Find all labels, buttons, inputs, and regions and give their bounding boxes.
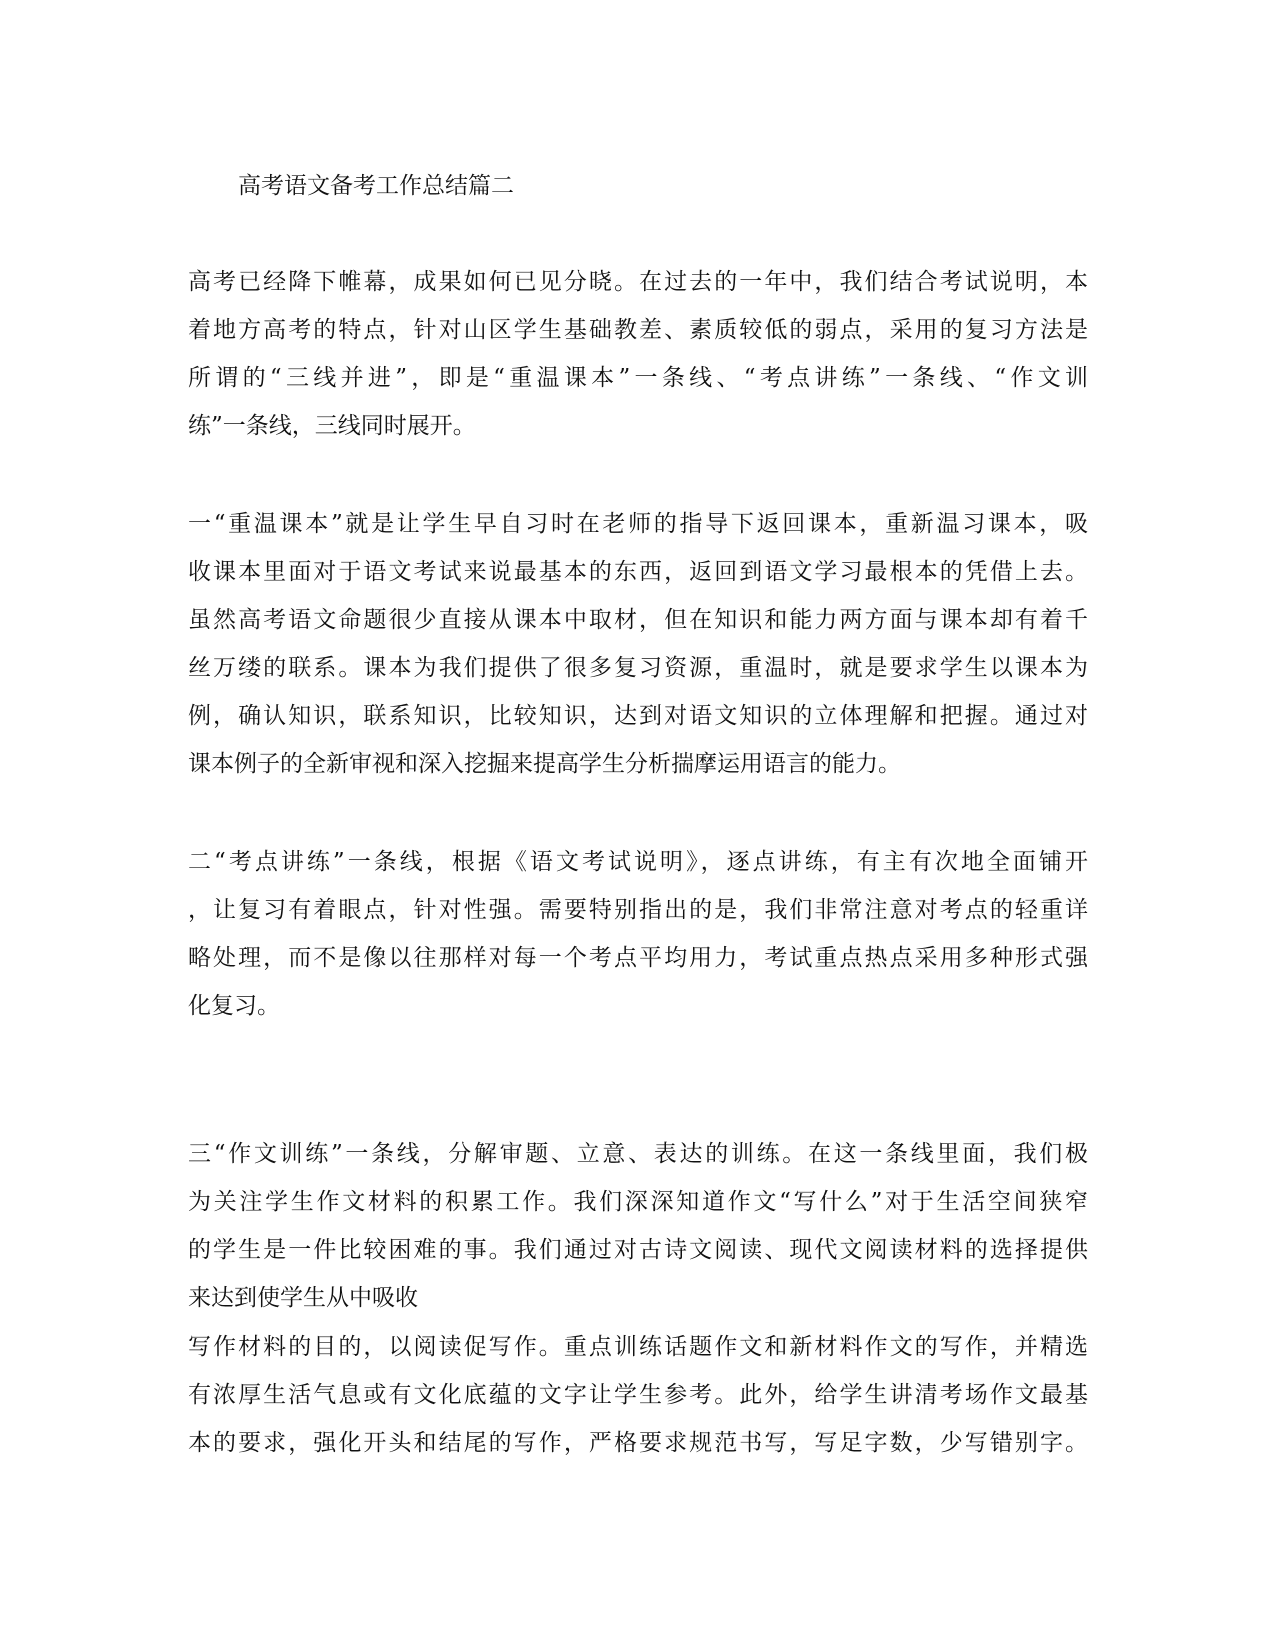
text-line: 所谓的“三线并进”，即是“重温课本”一条线、“考点讲练”一条线、“作文训 [188,365,1088,391]
text-line: 虽然高考语文命题很少直接从课本中取材，但在知识和能力两方面与课本却有着千 [188,607,1088,633]
text-line: 有浓厚生活气息或有文化底蕴的文字让学生参考。此外，给学生讲清考场作文最基 [188,1382,1088,1408]
text-line: 写作材料的目的，以阅读促写作。重点训练话题作文和新材料作文的写作，并精选 [188,1334,1088,1360]
text-line: 着地方高考的特点，针对山区学生基础教差、素质较低的弱点，采用的复习方法是 [188,317,1088,343]
text-line: 一“重温课本”就是让学生早自习时在老师的指导下返回课本，重新温习课本，吸 [188,511,1088,537]
paragraph-textbook-review [188,500,1088,788]
text-line: 二“考点讲练”一条线，根据《语文考试说明》，逐点讲练，有主有次地全面铺开 [188,849,1088,875]
text-line: 的学生是一件比较困难的事。我们通过对古诗文阅读、现代文阅读材料的选择提供 [188,1237,1088,1263]
paragraph-writing-materials [188,1323,1088,1467]
paragraph-exam-points [188,838,1088,1030]
text-line: 为关注学生作文材料的积累工作。我们深深知道作文“写什么”对于生活空间狭窄 [188,1189,1088,1215]
text-line: ，让复习有着眼点，针对性强。需要特别指出的是，我们非常注意对考点的轻重详 [188,897,1088,923]
text-line: 高考已经降下帷幕，成果如何已见分晓。在过去的一年中，我们结合考试说明，本 [188,269,1088,295]
text-line: 练”一条线，三线同时展开。 [188,413,476,439]
paragraph-intro [188,258,1088,450]
text-line: 本的要求，强化开头和结尾的写作，严格要求规范书写，写足字数，少写错别字。 [188,1430,1088,1456]
text-line: 丝万缕的联系。课本为我们提供了很多复习资源，重温时，就是要求学生以课本为 [188,655,1088,681]
text-line: 三“作文训练”一条线，分解审题、立意、表达的训练。在这一条线里面，我们极 [188,1141,1088,1167]
text-line: 化复习。 [188,993,280,1019]
text-line: 课本例子的全新审视和深入挖掘来提高学生分析揣摩运用语言的能力。 [188,751,901,777]
text-line: 例，确认知识，联系知识，比较知识，达到对语文知识的立体理解和把握。通过对 [188,703,1088,729]
text-line: 收课本里面对于语文考试来说最基本的东西，返回到语文学习最根本的凭借上去。 [188,559,1088,585]
text-line: 略处理，而不是像以往那样对每一个考点平均用力，考试重点热点采用多种形式强 [188,945,1088,971]
text-line: 来达到使学生从中吸收 [188,1285,418,1311]
paragraph-writing-training [188,1130,1088,1322]
document-title: 高考语文备考工作总结篇二 [238,173,514,199]
